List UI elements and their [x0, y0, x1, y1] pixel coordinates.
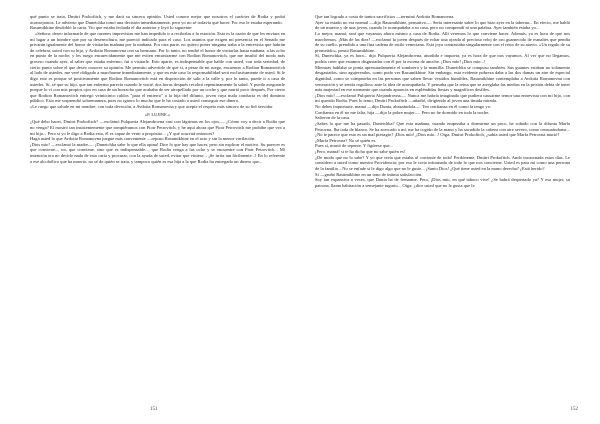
paragraph: ¿Marfa Petrovna? No sé quién es. [315, 137, 377, 143]
paragraph: No debes inquietarte, mamá —dijo Dunia, abrazándola—. Ten confianza en él como la tengo yo. [315, 104, 492, 109]
paragraph: qué punto se trata, Dmitri Prokofitch, y me dará su sincera opinión. Usted conoce mejor que nosotros el carácter de Rodia y podrá aconsejarnos. Le advierto que Dunetchka tomó una decisión inmediatamente, pero yo no sé todavía qué hacer. Por eso le estaba esperando. [30, 14, 285, 25]
paragraph: Rasumikhine desdobló la carta. Vio que estaba fechada el día anterior y leyó lo siguiente: [30, 25, 193, 31]
paragraph: ¡Dios mío! —exclamó la madre—. ¡Dunetchka sabe lo que ella opina! Dice lo que hay que hacer, pero sin explicar el motivo. Su parecer es que conviene..., no, que conviene, sino que es indispensable..., que Rodia venga a las ocho y se encuentre con Piotr Petrovitch... Mi intención era no decirle nada de esta carta y procurar, con la ayuda de usted, evitar que viniese... ¡Se irrita tan fácilmente...! En lo referente a ese alcohólico que ha muerto, no sé de quién se trata, y tampoco quién es esa hija a la que Rodia ha entregado un dinero que... [30, 141, 285, 164]
paragraph: Que tan logrado a costa de tantos sacrificios —terminó Avdotia Romanovna. [315, 14, 455, 19]
paragraph: ¿Qué debo hacer, Dmitri Prokofitch? —exclamó Pulqueria Alejandrovna casi con lágrimas en los ojos—. ¿Cómo voy a decir a Rodia que no venga? El mostró tan insistentemente que rompiéramos con Piotr Petrovitch, y he aquí ahora que Piotr Petrovitch me prohíbe que vea a mi hijo... Pero si yo le digo a Rodia esto, él es capaz de venir a propósito... ¿Y qué ocurrirá entonces? [30, 119, 285, 136]
paragraph: »Le ruego que salude en mi nombre, con toda devoción, a Avdotia Romanovna y que acepte el respeto más sincero de su fiel servidor [30, 104, 273, 109]
letter-signature: »P. LUJINE.» [144, 111, 171, 117]
paragraph: Haga usted lo que Avdotia Romanovna juzgue más conveniente —repuso Rasumikhine en el acto y sin la menor vacilación. [30, 136, 256, 142]
page-number: 151 [150, 407, 158, 412]
right-page [300, 0, 600, 424]
paragraph: ¡Pero, mamá! si te ha dicho que no sabe quién es! [315, 149, 406, 154]
paragraph: ¿Sabes lo que me ha pasado, Dunetchka? Que esta mañana, cuando empezaba a dormirme un poco, he soñado con la difunta Marfa Petrovna. Iba toda de blanco. Se ha acercado a mí, me ha cogido de la mano y ha sacudido la cabeza con aire severo, como censurándome... ¿No te parece que esto es un mal presagio? ¡Dios mío! ¿Dios mío...! Oiga, Dmitri Prokofitch, ¿sabía usted que Marfa Petrovna murió? [315, 120, 570, 138]
paragraph: Sí —gruñó Rasumikhine en un tono de íntima satisfacción. [315, 171, 423, 177]
paragraph: Salieron de la casa. [315, 115, 351, 121]
paragraph: ¿De modo que no lo sabe? Y yo que creía que estaba al corriente de todo! Perdóneme, Dmitri Prokofitch. Ando trastornada estos días. Le considero a usted como nuestra Providencia; por eso le creía informado de todo lo que nos concierne. Usted es para mí como una persona de la familia... No se enfade si le digo algo que no le guste... ¡Santo Dios! ¿Qué tiene usted en la mano derecha? ¿Está herido? [315, 154, 570, 171]
page-number: 152 [570, 407, 578, 412]
paragraph: Lo mejor, mamá, será que vayamos ahora mismo a casa de Rodia. Allí veremos lo que conviene hacer. Además, ya es hora de que nos marchemos. ¡Más de las diez! —exclamó la joven después de echar una ojeada al precioso reloj de oro guarnecido de esmaltes que pendía de su cuello, prendido a una fina cadena de estilo veneciano. Esta joya contrastaba singularmente con el resto de su atavío. «Un regalo de su prometido», pensó Rasumikhine. [315, 30, 570, 53]
paragraph: Ayer su estado no era normal —dijo Rasumikhine, pensativo—. Sería interesante saber lo que hizo ayer en la taberna... En efecto, me habló de un muerto y de una joven, cuando le acompañaba a su casa, pero no comprendí ni una palabra. Ayer también estaba yo... [315, 19, 570, 31]
paragraph: Soy tan expansiva a veces, que Dunia ha de frenarme. Pero, ¡Dios mío, en qué tabuco vive! ¿Se habrá despertado ya? Y esa mujer, su patrona, llama habitación a semejante tugurio... Oiga: ¿dice usted que no le gusta que le [315, 177, 570, 188]
paragraph: «Señora: deseo informarle de que razones imprevistas me han impedido ir a recibirlas a la estación. Esta es la razón de que les enviara en mi lugar a un hombre que por su desenvoltura, me pareció indicado para el caso. Los asuntos que exigen mi presencia en el Senado me privarán igualmente del honor de visitarlas mañana por la mañana. Por otra parte, no quiero poner ninguna traba a la entrevista que habrán de celebrar, usted con su hijo, y Avdotia Romanovna con su hermano. Por lo tanto, no tendré el honor de visitarlas hasta mañana, a las ocho en punto de la noche, y les ruego encarecidamente que me eviten encontrarme con Rodion Romanovitch, que me insultó del modo más grosero cuando ayer, al saber que estaba enfermo, fui a visitarle. Esto aparte, es indispensable que hable con usted, con toda seriedad, de cierto punto sobre el que deseo conocer su opinión. Me permito advertirle de que si, a pesar de mi ruego, encuentro a Rodion Romanovitch al lado de ustedes, me veré obligado a marcharme inmediatamente, y que en este caso la responsabilidad será exclusivamente de usted. Si le digo esto es porque sé positivamente que Rodion Romanovitch está en disposición de salir a la calle y, por lo tanto, puede ir a casa de ustedes. Sí, sé que su hijo, que tan enfermo parecía cuando le visité, dos horas después recobró repentinamente la salud. Y puedo asegurarle porque lo vi con mis propios ojos en casa de un borracho que acababa de ser atropellado por un coche y que murió poco después. Por cierto que Rodion Romanovitch entregó veinticinco rublos "para el entierro" a la hija del difunto, joven cuya mala conducta es del dominio público. Esto me sorprendió sobremanera, pues no ignoro lo mucho que le ha costado a usted conseguir ese dinero. [30, 30, 285, 104]
left-page-text [30, 14, 285, 404]
paragraph: Sí, Dunetchka, ya es hora... dijo Pulqueria Alejandrovna, aturdida e inquieta; ya es hora de que nos vayamos. Al ver que no llegamos, podría creer que estamos disgustadas con él por la escena de anoche. ¡Dios mío! ¡Dios mío...! [315, 53, 570, 64]
paragraph: ¡Dios mío! —exclamó Pulqueria Alejandrovna—. Nunca me habría imaginado que pudiera causarme temor una entrevista con mi hijo, con mi querido Rodia. Pues lo temo, Dmitri Prokofitch —añadió, dirigiendo al joven una tímida mirada. [315, 92, 570, 104]
paragraph: Pues sí, murió de repente. Y figúrese que... [315, 143, 393, 149]
right-page-text [315, 14, 570, 404]
paragraph: Confianza en él no me falta, hija —dijo la pobre mujer—. Pero no he dormido en toda la noche. [315, 109, 490, 115]
paragraph: Mientras hablaba se ponía apresuradamente el sombrero y la mantilla. Dunetchka se compuso también. Sus guantes estaban no solamente desgastados, sino agujereados, como pudo ver Rasumikhine. Sin embargo, esta evidente pobreza daba a las dos damas un aire de especial dignidad, como se comprueba en las personas que saben llevar vestidos humildes. Rasumikhine contemplaba a Avdotia Romanovna con veneración y se sentía orgulloso ante la idea de acompañarla. Y pensaba que la reina que se arreglaba las medias en la prisión debía de tener más majestad en ese momento que cuando aparecía en espléndidas fiestas y magníficos desfiles. [315, 64, 570, 93]
